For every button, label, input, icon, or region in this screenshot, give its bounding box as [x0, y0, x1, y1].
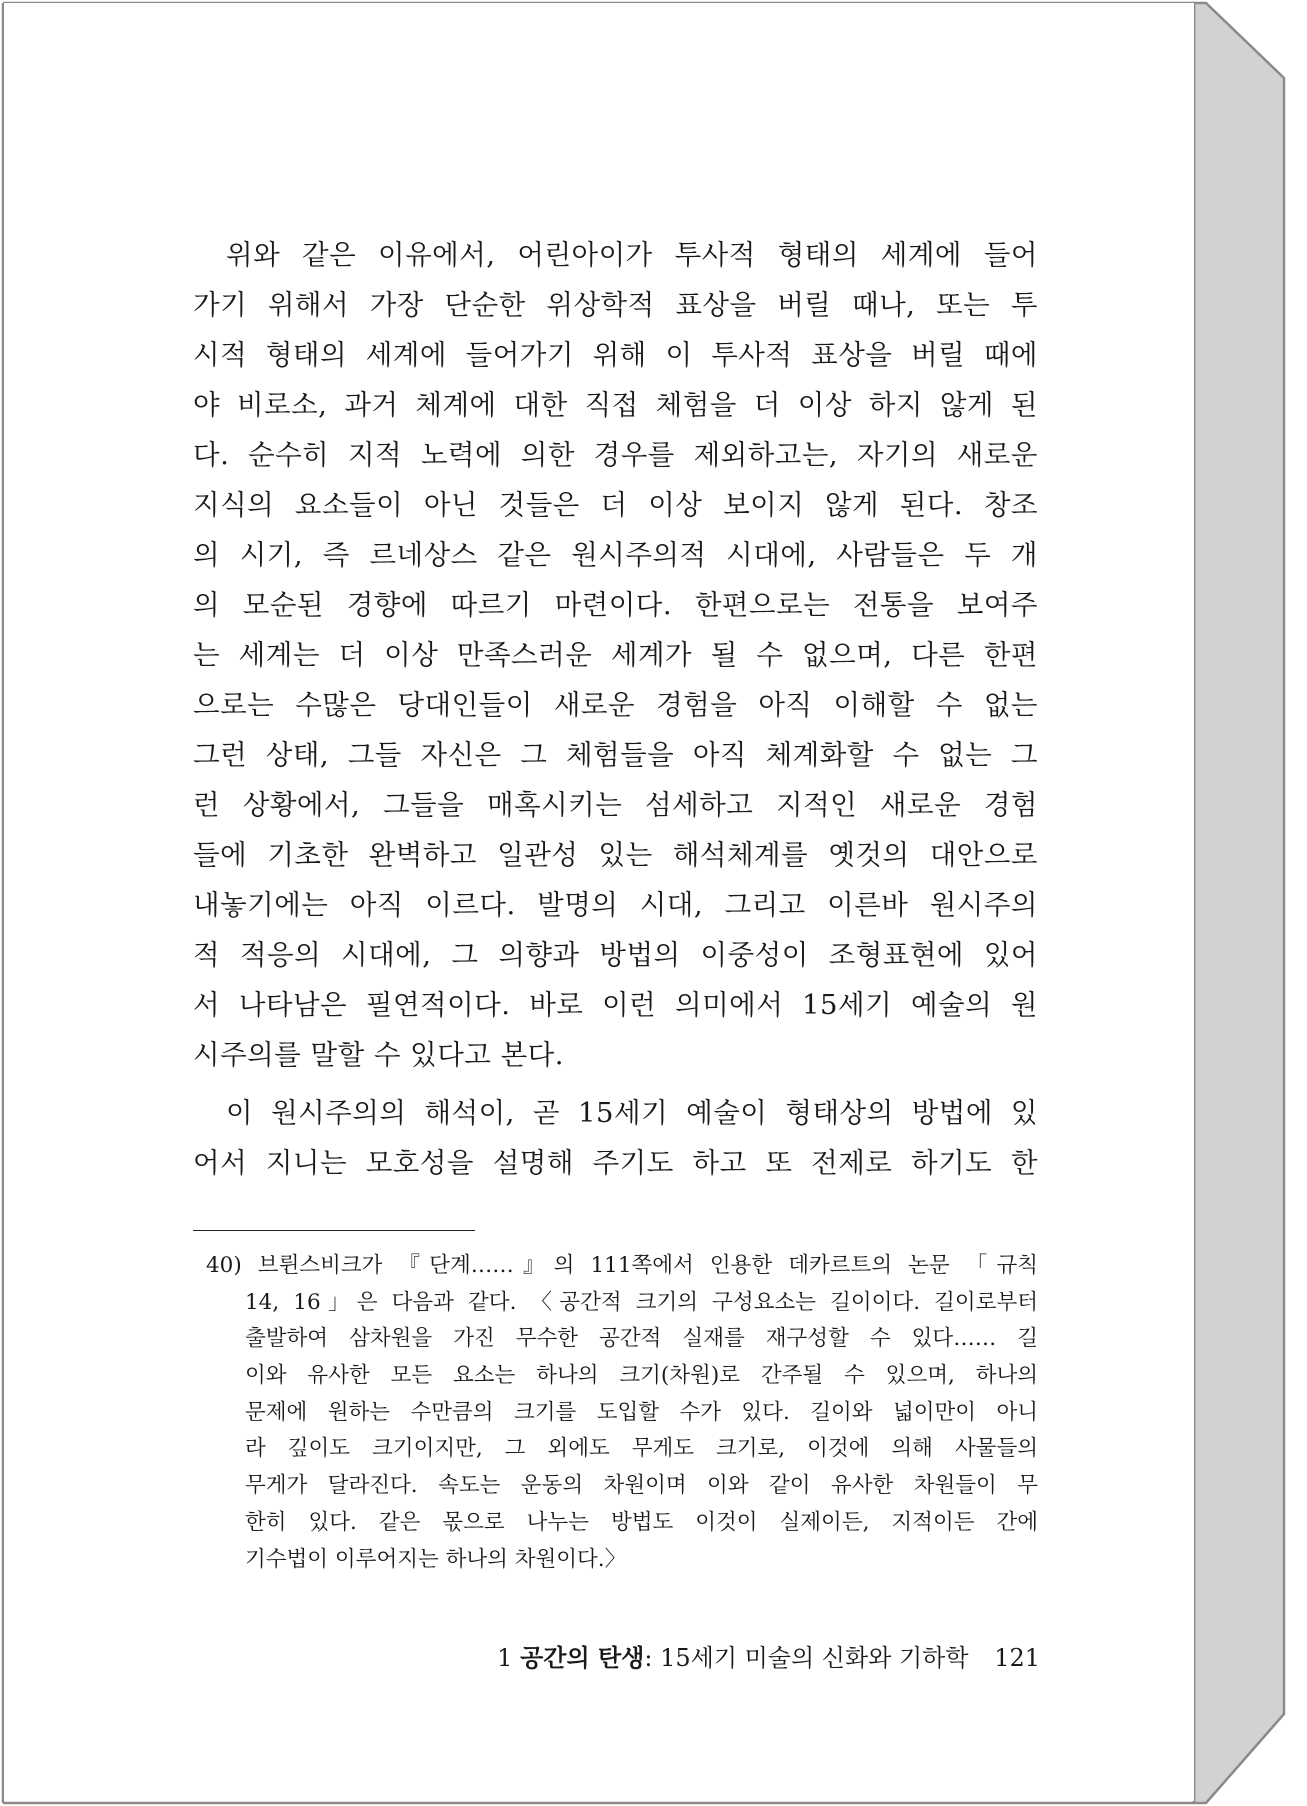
text-line: 서 나타남은 필연적이다. 바로 이런 의미에서 15세기 예술의 원 — [193, 989, 1038, 1021]
text-line: 다. 순수히 지적 노력에 의한 경우를 제외하고는, 자기의 새로운 — [193, 439, 1038, 471]
running-footer — [480, 1640, 1040, 1676]
footnote-separator — [193, 1230, 475, 1231]
text-line: 런 상황에서, 그들을 매혹시키는 섬세하고 지적인 새로운 경험 — [193, 789, 1038, 821]
text-line: 가기 위해서 가장 단순한 위상학적 표상을 버릴 때나, 또는 투 — [193, 289, 1038, 321]
footnote-40 — [206, 1248, 1038, 1578]
text-line: 적 적응의 시대에, 그 의향과 방법의 이중성이 조형표현에 있어 — [193, 939, 1038, 971]
paragraph-1 — [193, 230, 1038, 1080]
footnote-line: 이와 유사한 모든 요소는 하나의 크기(차원)로 간주될 수 있으며, 하나의 — [245, 1363, 1038, 1389]
text-line: 들에 기초한 완벽하고 일관성 있는 해석체계를 옛것의 대안으로 — [193, 839, 1038, 871]
chapter-subtitle: : 15세기 미술의 신화와 기하학 — [644, 1644, 969, 1672]
footnote-line: 기수법이 이루어지는 하나의 차원이다.〉 — [245, 1546, 627, 1572]
chapter-number: 1 — [497, 1644, 513, 1672]
text-line: 시적 형태의 세계에 들어가기 위해 이 투사적 표상을 버릴 때에 — [193, 339, 1038, 371]
body-text — [193, 230, 1038, 1188]
chapter-title: 공간의 탄생 — [520, 1643, 645, 1672]
text-line: 으로는 수많은 당대인들이 새로운 경험을 아직 이해할 수 없는 — [193, 689, 1038, 721]
footnote-line: 출발하여 삼차원을 가진 무수한 공간적 실재를 재구성할 수 있다…… 길 — [245, 1326, 1038, 1352]
footnote-line: 라 깊이도 크기이지만, 그 외에도 무게도 크기로, 이것에 의해 사물들의 — [245, 1436, 1038, 1462]
page-number: 121 — [994, 1644, 1040, 1672]
text-line: 지식의 요소들이 아닌 것들은 더 이상 보이지 않게 된다. 창조 — [193, 489, 1038, 521]
text-line: 어서 지니는 모호성을 설명해 주기도 하고 또 전제로 하기도 한 — [193, 1147, 1038, 1179]
text-line: 의 시기, 즉 르네상스 같은 원시주의적 시대에, 사람들은 두 개 — [193, 539, 1038, 571]
footnote-line: 14, 16」은 다음과 같다. 〈공간적 크기의 구성요소는 길이이다. 길이로부터 — [245, 1289, 1038, 1315]
text-line: 의 모순된 경향에 따르기 마련이다. 한편으로는 전통을 보여주 — [193, 589, 1038, 621]
text-line: 는 세계는 더 이상 만족스러운 세계가 될 수 없으며, 다른 한편 — [193, 639, 1038, 671]
footnote-line: 무게가 달라진다. 속도는 운동의 차원이며 이와 같이 유사한 차원들이 무 — [245, 1473, 1038, 1499]
footnote-line: 40) 브륀스비크가 『단계……』의 111쪽에서 인용한 데카르트의 논문 「규칙 — [206, 1253, 1038, 1278]
text-line: 내놓기에는 아직 이르다. 발명의 시대, 그리고 이른바 원시주의 — [193, 889, 1038, 921]
text-line: 그런 상태, 그들 자신은 그 체험들을 아직 체계화할 수 없는 그 — [193, 739, 1038, 771]
text-line: 시주의를 말할 수 있다고 본다. — [193, 1039, 564, 1071]
footnote-line: 문제에 원하는 수만큼의 크기를 도입할 수가 있다. 길이와 넓이만이 아니 — [245, 1399, 1038, 1425]
text-line: 이 원시주의의 해석이, 곧 15세기 예술이 형태상의 방법에 있 — [226, 1097, 1038, 1129]
book-side-face — [1194, 3, 1284, 1803]
text-line: 야 비로소, 과거 체계에 대한 직접 체험을 더 이상 하지 않게 된 — [193, 389, 1038, 421]
paragraph-2 — [193, 1088, 1038, 1188]
text-line: 위와 같은 이유에서, 어린아이가 투사적 형태의 세계에 들어 — [226, 239, 1038, 271]
footnote-line: 한히 있다. 같은 몫으로 나누는 방법도 이것이 실제이든, 지적이든 간에 — [245, 1509, 1038, 1535]
